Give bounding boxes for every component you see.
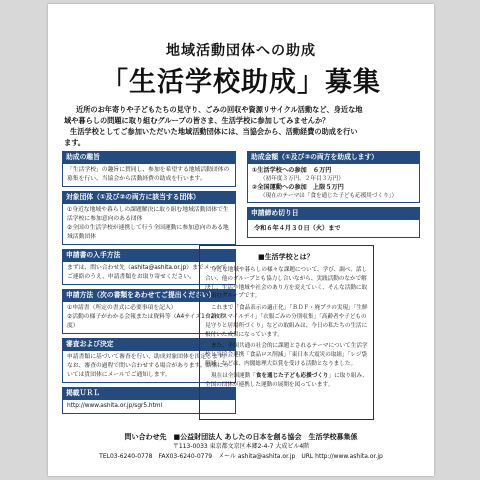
about-title: ■生活学校とは？ [258, 253, 314, 261]
section-body [62, 204, 236, 245]
subtitle: 地域活動団体への助成 [166, 43, 316, 59]
list-item: ②活動の様子がわかる会報または資料等（A4サイズ1～2枚程度） [67, 314, 226, 329]
grant-note: （現在のテーマは「食を通じた子ども応援用づくり」） [260, 193, 398, 199]
intro-text [64, 104, 422, 148]
about-span: の実現」「生鮮食品のスマイルデイ」「衣服ごみの分別収集」「高齢者や子どもの見守りと居場所づくり」などの取組みは、今日の私たちの生活に根付いた成果になっています。 [205, 305, 368, 338]
list-item: ①申請書（所定の書式に必要事項を記入） [67, 305, 177, 311]
section-heading: 申請方法（次の書類をあわせてご提出ください） [62, 289, 236, 302]
section-text: 申請書類に基づいて審査を行い、助成対象団体を決定します。なお、審査の過程で問い合わせする場合があります。結果については貴団体にメールでご通知します。 [67, 354, 229, 378]
about-paragraph: また、全国共通の社会的に課題とされるテーマについて生活学校と当協会連携「食品ロス削減」「東日本大震災の取組」「レジ袋削減」などは、内閣総理大臣賞を受ける活動となりました。 [205, 343, 368, 367]
grant-item: ①生活学校への参加 ６万円 [252, 167, 332, 174]
section-body [62, 164, 236, 187]
about-text [200, 266, 373, 389]
footer-contact: 問い合わせ先 ■公益財団法人 あしたの日本を創る協会 生活学校募集係 [124, 433, 358, 441]
right-column [247, 151, 420, 242]
footer-address: 〒113-0033 東京都文京区本郷2-4-7 大成ビル4階 [172, 443, 310, 450]
grant-note: （初年度３万円、２年目３万円） [260, 176, 344, 182]
section-heading: 対象団体（①及び②の両方に該当する団体） [62, 191, 236, 204]
deadline-date: 令和６年４月３０日（火）まで [254, 225, 341, 232]
about-span: 現在は全国運動「 [211, 372, 256, 379]
footer-tel: TEL03-6240-0778 FAX03-6240-0779 メール ashita@ashita.or.jp URL http://www.ashita.or.jp [99, 453, 383, 460]
section-heading: 申請締め切り日 [247, 207, 420, 220]
about-span: これまで「食品表示の適正化」「ＢＤＦ・廃プラ [211, 305, 332, 312]
intro-line: 近所のお年寄りや子どもたちの見守り、ごみの回収や資源リサイクル活動など、身近な地 [76, 105, 363, 114]
intro-line: 生活学校としてご参加いただいた地域活動団体には、当協会から、活動経費の助成を行い [70, 127, 358, 136]
flyer-page [48, 4, 434, 476]
section-text: まずは、問い合わせ先（ashita@ashita.or.jp）までメールでご連絡のうえ、申請書類をお取り寄せください。 [67, 265, 227, 280]
footer [48, 432, 434, 462]
section-heading: 審査および決定 [62, 338, 236, 351]
about-paragraph: 身近な地域や暮らしの様々な課題について、学び、調べ、話し合い、他のグループとも協力し合いながら、実践活動のなかで解決し、生活や地域や社会のあり方を変えていく、そんな活動に取り組むグループです。 [205, 267, 368, 300]
intro-line: ます。 [64, 138, 85, 147]
intro-line: 域や暮らしの問題に取り組むグループの皆さま、生活学校に参加してみませんか？ [64, 116, 330, 125]
main-title: 「生活学校助成」募集 [101, 67, 381, 98]
grant-item: ②全国運動への参加 上限５万円 [252, 184, 344, 191]
section-text: 「生活学校」の趣旨に賛同し、参加を希望する地域活動団体の募集を行い、当協会から活動経費の助成を行います。 [67, 167, 230, 182]
section-body [247, 164, 420, 203]
url-link[interactable]: http://www.ashita.or.jp/sgr5.html [67, 403, 163, 409]
list-item: ①身近な地域や暮らしの課題解決に取り組む地域活動団体で生活学校に参加意向のある団体 [67, 207, 229, 222]
about-highlight: 食を通じた子ども応援づくり [255, 372, 329, 379]
section-heading: 掲載ＵＲＬ [62, 387, 236, 400]
list-item: ②全国の生活学校が連携して行う全国運動に参加意向のある地域活動団体 [67, 225, 229, 240]
section-heading: 助成金額（①及び②の両方を助成します） [247, 151, 420, 164]
about-paragraph [205, 372, 368, 390]
about-paragraph [205, 304, 368, 339]
about-span: 」に取り組み、全国の団体が連携した運動の展開を図っています。 [205, 372, 368, 388]
section-heading: 助成の趣旨 [62, 151, 236, 164]
section-heading: 申請書の入手方法 [62, 249, 236, 262]
section-body [247, 220, 420, 238]
about-box [199, 245, 374, 420]
